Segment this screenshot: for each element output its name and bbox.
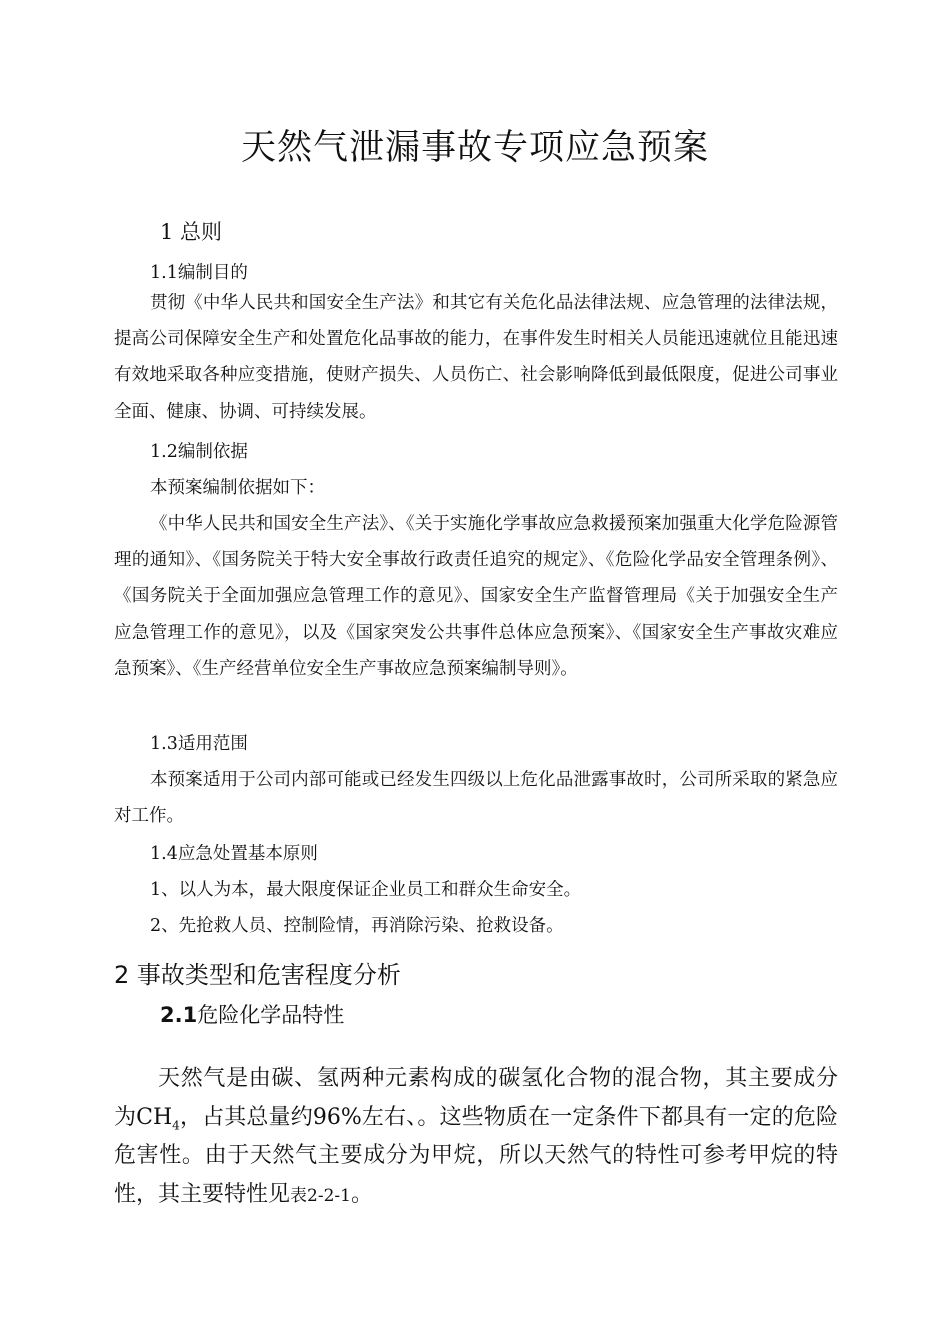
- section-1-2-heading: 1.2编制依据: [150, 442, 248, 462]
- section-2-1-title: 危险化学品特性: [197, 1003, 345, 1027]
- section-1-heading: 1 总则: [160, 220, 223, 244]
- section-1-2-intro: 本预案编制依据如下：: [150, 478, 325, 498]
- section-1-4-item-1: 1、以人为本，最大限度保证企业员工和群众生命安全。: [150, 880, 582, 900]
- section-2-1-paragraph: [114, 1060, 838, 1215]
- section-1-1-heading: 1.1编制目的: [150, 263, 248, 283]
- para-text-1: 天然气是由碳、氢两种元素构成的碳氢化合物的混合物，其主要成分为CH: [114, 1066, 838, 1130]
- section-2-heading: 2 事故类型和危害程度分析: [114, 961, 401, 989]
- section-1-4-heading: 1.4应急处置基本原则: [150, 844, 318, 864]
- document-title: 天然气泄漏事故专项应急预案: [240, 128, 709, 168]
- section-1-3-paragraph: 本预案适用于公司内部可能或已经发生四级以上危化品泄露事故时，公司所采取的紧急应对工作。: [114, 770, 838, 827]
- section-1-4-item-2: 2、先抢救人员、控制险情，再消除污染、抢救设备。: [150, 916, 564, 936]
- section-1-3-heading: 1.3适用范围: [150, 734, 248, 754]
- section-1-2-paragraph: 《中华人民共和国安全生产法》、《关于实施化学事故应急救援预案加强重大化学危险源管理的通知》、《国务院关于特大安全事故行政责任追究的规定》、《危险化学品安全管理条例》、《国务院关于全面加强应急管理工作的意见》、国家安全生产监督管理局《关于加强安全生产应急管理工作的意见》，以及《国家突发公共事件总体应急预案》、《国家安全生产事故灾难应急预案》、《生产经营单位安全生产事故应急预案编制导则》。: [114, 514, 838, 679]
- section-1-1-paragraph: 贯彻《中华人民共和国安全生产法》和其它有关危化品法律法规、应急管理的法律法规，提高公司保障安全生产和处置危化品事故的能力，在事件发生时相关人员能迅速就位且能迅速有效地采取各种应变措施，使财产损失、人员伤亡、社会影响降低到最低限度，促进公司事业全面、健康、协调、可持续发展。: [114, 293, 838, 422]
- table-reference: 表2-2-1: [290, 1185, 351, 1206]
- para-end: 。: [350, 1181, 373, 1207]
- section-2-1-heading: [160, 997, 344, 1033]
- para-text-2: ，占其总量约96%左右、。这些物质在一定条件下都具有一定的危险危害性。由于天然气主要成分为甲烷，所以天然气的特性可参考甲烷的特性，其主要特性见: [114, 1104, 838, 1207]
- section-2-1-number: 2.1: [160, 1003, 198, 1027]
- subscript-4: 4: [172, 1117, 180, 1132]
